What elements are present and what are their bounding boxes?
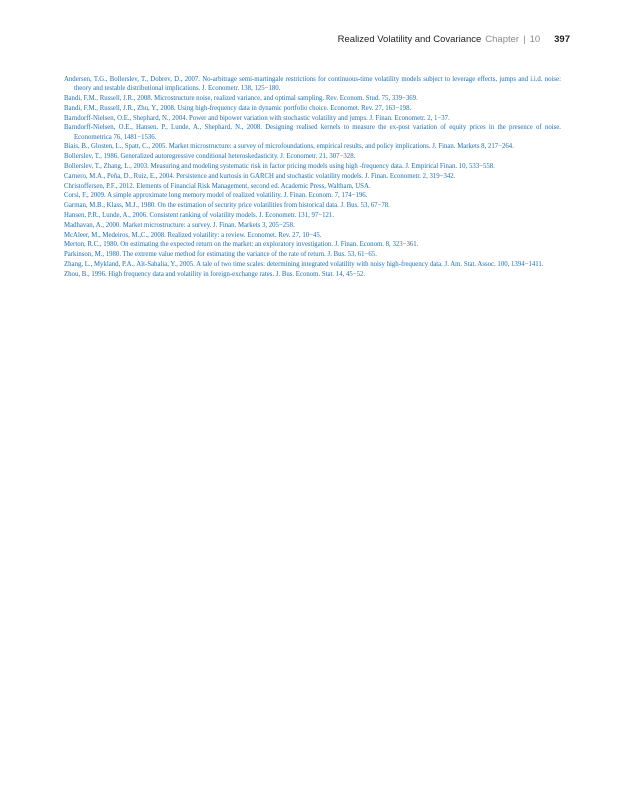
running-head-title: Realized Volatility and Covariance <box>337 34 482 45</box>
running-head-separator: | <box>523 34 526 45</box>
reference-entry[interactable]: Barndorff-Nielsen, O.E., Hansen, P., Lunde, A., Shephard, N., 2008. Designing realised kernels to measure the ex-post variation of equity prices in the presence of noise. Econometrica 76, 1481−1536. <box>64 124 561 141</box>
reference-entry[interactable]: Barndorff-Nielsen, O.E., Shephard, N., 2004. Power and bipower variation with stochastic volatility and jumps. J. Finan. Econometr. 2, 1−37. <box>64 114 450 122</box>
reference-entry[interactable]: Bandi, F.M., Russell, J.R., 2008. Microstructure noise, realized variance, and optimal sampling. Rev. Econom. Stud. 75, 339−369. <box>64 95 418 102</box>
reference-entry[interactable]: Christoffersen, P.F., 2012. Elements of Financial Risk Management, second ed. Academic Press, Waltham, USA. <box>64 182 371 190</box>
running-head <box>338 34 570 45</box>
running-head-chapter-label: Chapter <box>485 34 520 45</box>
reference-entry[interactable]: Merton, R.C., 1980. On estimating the expected return on the market: an exploratory investigation. J. Finan. Econom. 8, 323−361. <box>64 241 419 249</box>
reference-entry[interactable]: Zhou, B., 1996. High frequency data and volatility in foreign-exchange rates. J. Bus. Econom. Stat. 14, 45−52. <box>64 270 366 278</box>
page-number: 397 <box>554 34 570 45</box>
reference-entry[interactable]: Parkinson, M., 1980. The extreme value method for estimating the variance of the rate of return. J. Bus. 53, 61−65. <box>64 251 377 259</box>
reference-entry[interactable]: Carnero, M.A., Peña, D., Ruiz, E., 2004. Persistence and kurtosis in GARCH and stochastic volatility models. J. Finan. Econometr. 2, 319−342. <box>64 172 456 180</box>
reference-entry[interactable]: Bollerslev, T., 1986. Generalized autoregressive conditional heteroskedasticity. J. Econometr. 21, 307−328. <box>64 153 356 161</box>
reference-entry[interactable]: Corsi, F., 2009. A simple approximate long memory model of realized volatility. J. Finan. Econom. 7, 174−196. <box>64 192 368 200</box>
reference-entry[interactable]: McAleer, M., Medeiros, M.,C., 2008. Realized volatility: a review. Economet. Rev. 27, 10−45. <box>64 231 322 239</box>
reference-entry[interactable]: Andersen, T.G., Bollerslev, T., Dobrev, D., 2007. No-arbitrage semi-martingale restrictions for continuous-time volatility models subject to leverage effects, jumps and i.i.d. noise: theory and testable distributional implications. J. Econometr. 138, 125−180. <box>64 76 561 93</box>
reference-entry[interactable]: Madhavan, A., 2000. Market microstructure: a survey. J. Finan. Markets 3, 205−258. <box>64 221 295 229</box>
reference-entry[interactable]: Biais, B., Glosten, L., Spatt, C., 2005. Market microstructure: a survey of microfoundations, empirical results, and policy implications. J. Finan. Markets 8, 217−264. <box>64 143 514 151</box>
reference-entry[interactable]: Garman, M.B., Klass, M.J., 1980. On the estimation of security price volatilities from historical data. J. Bus. 53, 67−78. <box>64 202 390 210</box>
reference-entry[interactable]: Zhang, L., Mykland, P.A., Aït-Sahalia, Y., 2005. A tale of two time scales: determining integrated volatility with noisy high-frequency data. J. Am. Stat. Assoc. 100, 1394−1411. <box>64 260 544 268</box>
running-head-chapter-number: 10 <box>529 34 541 45</box>
reference-list <box>64 75 561 280</box>
reference-entry[interactable]: Hansen, P.R., Lunde, A., 2006. Consistent ranking of volatility models. J. Econometr. 131, 97−121. <box>64 211 335 219</box>
reference-entry[interactable]: Bollerslev, T., Zhang, L., 2003. Measuring and modeling systematic risk in factor pricing models using high -frequency data. J. Empirical Finan. 10, 533−558. <box>64 162 495 170</box>
reference-entry[interactable]: Bandi, F.M., Russell, J.R., Zhu, Y., 2008. Using high-frequency data in dynamic portfolio choice. Economet. Rev. 27, 163−198. <box>64 104 412 112</box>
